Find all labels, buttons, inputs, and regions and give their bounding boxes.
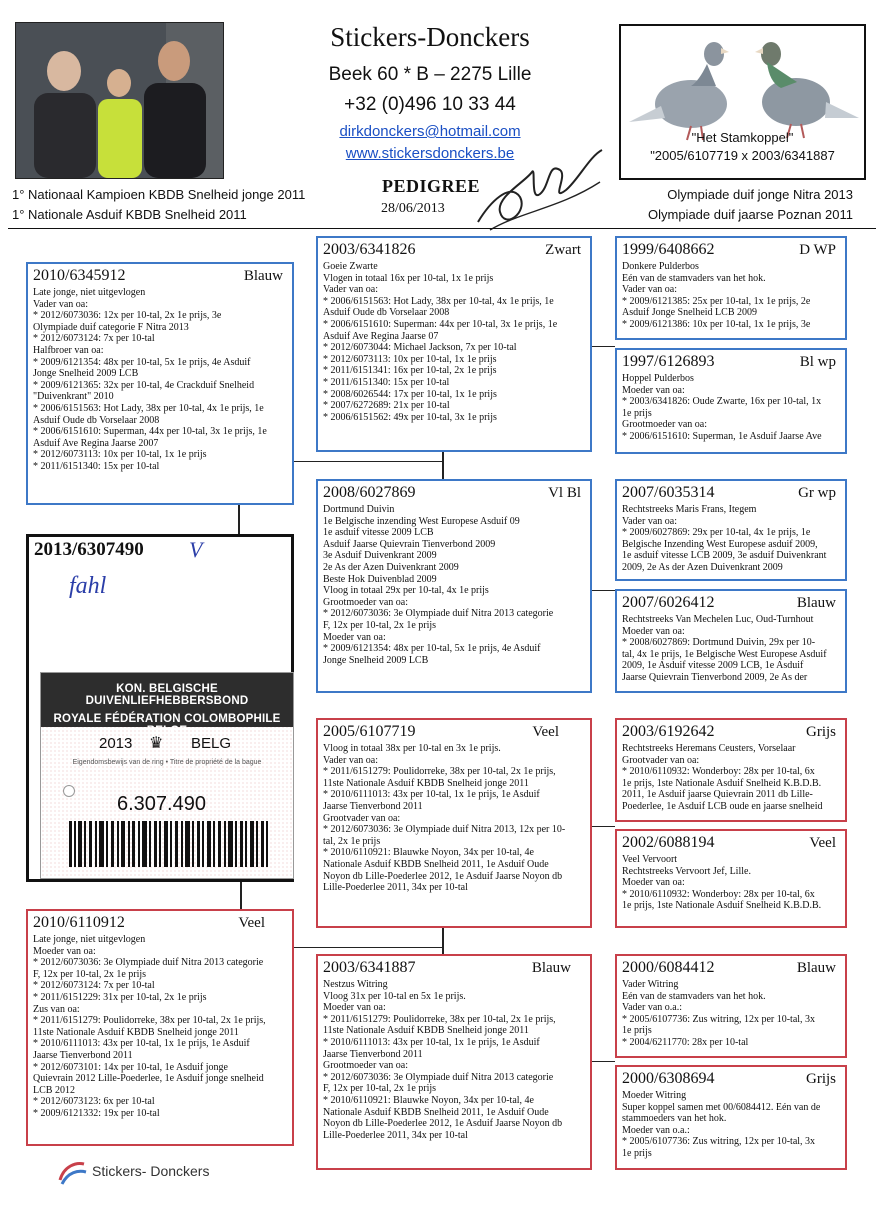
title-right-1: Olympiade duif jonge Nitra 2013 — [667, 187, 853, 202]
ffm-ring: 1997/6126893 — [622, 353, 715, 370]
ff-info-line: * 2006/6151563: Hot Lady, 38x per 10-tal, 4x 1e prijs, 1e — [323, 295, 554, 307]
fmf-info-line: 2009, 2e As der Azen Duivenkrant 2009 — [622, 561, 783, 573]
mother-info-line: * 2011/6151279: Poulidorreke, 38x per 10-tal, 2x 1e prijs, — [33, 1015, 266, 1027]
fm-info-line: Jonge Snelheid 2009 LCB — [323, 654, 429, 666]
fm-info-line: Asduif Jaarse Quievrain Tienverbond 2009 — [323, 538, 496, 550]
mf-info-line: Vader van oa: — [323, 754, 378, 766]
ggf-box-3 — [615, 718, 847, 822]
father-info-line: * 2006/6151610: Superman, 44x per 10-tal, 3x 1e prijs, 1e — [33, 426, 267, 438]
fm-info-line: Beste Hok Duivenblad 2009 — [323, 573, 437, 585]
fmf-info-line: Belgische Inzending West Europese asduif 2009, — [622, 538, 818, 550]
ring-ownership-card — [40, 672, 294, 879]
mm-info-line: Lille-Poederlee 2011, 34x per 10-tal — [323, 1129, 468, 1141]
fmm-info-line: Rechtstreeks Van Mechelen Luc, Oud-Turnhout — [622, 614, 814, 625]
mmf-color: Blauw — [796, 960, 836, 976]
ff-info-line: * 2006/6151610: Superman: 44x per 10-tal, 3x 1e prijs, 1e — [323, 318, 558, 330]
ffm-info-line: 1e prijs — [622, 407, 652, 419]
mm-info-line: * 2010/6110921: Blauwke Noyon, 34x per 10-tal, 4e — [323, 1094, 534, 1106]
stamkoppel-label: "Het Stamkoppel" — [691, 130, 794, 145]
ffm-info-line: Hoppel Pulderbos — [622, 373, 694, 384]
mother-info-line: * 2010/6111013: 43x per 10-tal, 1x 1e prijs, 1e Asduif — [33, 1038, 250, 1050]
fmm-info-line: Moeder van oa: — [622, 625, 685, 637]
ff-info-line: * 2006/6151562: 49x per 10-tal, 3x 1e prijs — [323, 411, 497, 423]
father-info-line: Asduif Ave Regina Jaarse 2007 — [33, 437, 159, 449]
mother-info-line: Moeder van oa: — [33, 945, 96, 957]
subject-check-mark: V — [189, 537, 203, 562]
ffm-info-line: Grootmoeder van oa: — [622, 419, 707, 431]
website-link[interactable]: www.stickersdonckers.be — [345, 145, 515, 162]
ff-info-line: Asduif Ave Regina Jaarse 07 — [323, 330, 439, 342]
mff-info-line: Rechtstreeks Heremans Ceusters, Vorselaar — [622, 743, 796, 754]
footer-brand: Stickers- Donckers — [92, 1163, 210, 1179]
mmf-ring: 2000/6084412 — [622, 959, 715, 976]
mm-info-line: Grootmoeder van oa: — [323, 1060, 408, 1072]
grandmother-paternal-box — [316, 479, 592, 693]
mff-info-line: Grootvader van oa: — [622, 754, 700, 766]
father-info-line: * 2012/6073113: 10x per 10-tal, 1x 1e prijs — [33, 449, 207, 461]
father-info-line: * 2012/6073124: 7x per 10-tal — [33, 333, 155, 345]
ff-info-line: * 2012/6073044: Michael Jackson, 7x per 10-tal — [323, 342, 517, 354]
connector-line — [591, 826, 615, 827]
fmf-info-line: Vader van oa: — [622, 515, 677, 527]
mf-info-line: * 2010/6111013: 43x per 10-tal, 1x 1e prijs, 1e Asduif — [323, 789, 540, 801]
mf-info-line: Grootvader van oa: — [323, 812, 401, 824]
ggf-box-4 — [615, 954, 847, 1058]
mmm-ring: 2000/6308694 — [622, 1070, 715, 1087]
mm-info-line: Nestzus Witring — [323, 979, 388, 990]
title-left-1: 1° Nationaal Kampioen KBDB Snelheid jonge 2011 — [12, 187, 306, 202]
mother-info-line: * 2012/6073036: 3e Olympiade duif Nitra 2013 categorie — [33, 957, 264, 969]
father-box — [26, 262, 294, 505]
mfm-ring: 2002/6088194 — [622, 834, 715, 851]
company-name: Stickers-Donckers — [330, 22, 530, 52]
mfm-info-line: Moeder van oa: — [622, 877, 685, 889]
ff-info-line: * 2011/6151340: 15x per 10-tal — [323, 376, 450, 388]
company-phone: +32 (0)496 10 33 44 — [344, 94, 516, 115]
fff-color: D WP — [799, 242, 836, 258]
fmm-info-line: 2009, 1e Asduif vitesse 2009 LCB, 1e Asduif — [622, 660, 804, 672]
ffm-info-line: Moeder van oa: — [622, 384, 685, 396]
mmf-info-line: * 2004/6211770: 28x per 10-tal — [622, 1036, 749, 1048]
fm-info-line: 2e As der Azen Duivenkrant 2009 — [323, 561, 459, 573]
ff-info-line: Vader van oa: — [323, 284, 378, 296]
fff-ring: 1999/6408662 — [622, 241, 715, 258]
company-address: Beek 60 * B – 2275 Lille — [328, 64, 532, 85]
mm-info-line: Moeder van oa: — [323, 1002, 386, 1014]
ff-ring: 2003/6341826 — [323, 241, 416, 258]
ring-card-number: 6.307.490 — [117, 793, 206, 815]
fm-info-line: Grootmoeder van oa: — [323, 596, 408, 608]
mfm-color: Veel — [809, 835, 836, 851]
ff-info-line: Goeie Zwarte — [323, 261, 378, 272]
mff-info-line: * 2010/6110932: Wonderboy: 28x per 10-tal, 6x — [622, 766, 815, 778]
fff-info-line: * 2009/6121385: 25x per 10-tal, 1x 1e prijs, 2e — [622, 295, 811, 307]
header-divider — [8, 228, 876, 229]
mmm-info-line: Moeder van o.a.: — [622, 1124, 690, 1136]
mother-info-line: * 2009/6121332: 19x per 10-tal — [33, 1107, 160, 1119]
mother-info-line: Quievrain 2012 Lille-Poederlee, 1e Asduif jonge snelheid — [33, 1073, 264, 1085]
mm-info-line: 11ste Nationale Asduif KBDB Snelheid jonge 2011 — [323, 1025, 529, 1037]
connector-line — [240, 881, 242, 909]
mm-info-line: * 2010/6111013: 43x per 10-tal, 1x 1e prijs, 1e Asduif — [323, 1036, 540, 1048]
mm-ring: 2003/6341887 — [323, 959, 416, 976]
connector-line — [293, 461, 443, 462]
mmm-color: Grijs — [806, 1071, 836, 1087]
mmf-info-line: Vader Witring — [622, 979, 679, 990]
mmm-info-line: Moeder Witring — [622, 1090, 687, 1101]
mother-info-line: * 2012/6073123: 6x per 10-tal — [33, 1096, 155, 1108]
father-info-line: * 2009/6121354: 48x per 10-tal, 5x 1e prijs, 4e Asduif — [33, 356, 251, 368]
mm-info-line: Vloog 31x per 10-tal en 5x 1e prijs. — [323, 990, 466, 1002]
family-photo — [15, 22, 224, 179]
ggm-box-4 — [615, 1065, 847, 1170]
ggm-box-3 — [615, 829, 847, 928]
mother-box — [26, 909, 294, 1146]
ggm-box-2 — [615, 589, 847, 693]
father-info-line: * 2011/6151340: 15x per 10-tal — [33, 460, 160, 472]
mfm-info-line: Veel Vervoort — [622, 854, 678, 865]
mother-info-line: Zus van oa: — [33, 1003, 80, 1015]
fmf-info-line: * 2009/6027869: 29x per 10-tal, 4x 1e prijs, 1e — [622, 527, 811, 539]
fm-info-line: Dortmund Duivin — [323, 504, 395, 515]
mff-ring: 2003/6192642 — [622, 723, 715, 740]
mother-info-line: * 2011/6151229: 31x per 10-tal, 2x 1e prijs — [33, 991, 207, 1003]
mff-info-line: 2011, 1e Asduif jaarse Quievrain 2011 db Lille- — [622, 789, 813, 801]
ffm-info-line: * 2003/6341826: Oude Zwarte, 16x per 10-tal, 1x — [622, 396, 822, 408]
ggf-box-2 — [615, 479, 847, 581]
mother-info-line: LCB 2012 — [33, 1084, 75, 1096]
mother-info-line: Late jonge, niet uitgevlogen — [33, 934, 146, 945]
ff-info-line: * 2012/6073113: 10x per 10-tal, 1x 1e prijs — [323, 353, 497, 365]
fm-info-line: * 2012/6073036: 3e Olympiade duif Nitra 2013 categorie — [323, 608, 554, 620]
mf-info-line: Vloog in totaal 38x per 10-tal en 3x 1e prijs. — [323, 743, 501, 754]
fmm-info-line: Jaarse Quievrain Tienverbond 2009, 2e As der — [622, 671, 808, 683]
fmf-info-line: Rechtstreeks Maris Frans, Itegem — [622, 504, 757, 515]
mm-info-line: Noyon db Lille-Poederlee 2012, 1e Asduif Jaarse Noyon db — [323, 1118, 563, 1130]
fmm-info-line: tal, 4x 1e prijs, 1e Belgische West Europese Asduif — [622, 648, 827, 660]
mf-info-line: Lille-Poederlee 2011, 34x per 10-tal — [323, 882, 468, 894]
father-info-line: Asduif Oude db Vorselaar 2008 — [33, 414, 160, 426]
mm-info-line: Jaarse Tienverbond 2011 — [323, 1048, 423, 1060]
fm-info-line: * 2009/6121354: 48x per 10-tal, 5x 1e prijs, 4e Asduif — [323, 643, 541, 655]
pedigree-date: 28/06/2013 — [381, 201, 445, 216]
signature-image — [470, 142, 610, 234]
ffm-color: Bl wp — [799, 354, 836, 370]
mm-info-line: F, 12x per 10-tal, 2x 1e prijs — [323, 1083, 437, 1095]
fmf-info-line: 1e asduif vitesse LCB 2009, 3e asduif Duivenkrant — [622, 550, 827, 562]
connector-line — [591, 346, 615, 347]
fmf-color: Gr wp — [798, 485, 836, 501]
fm-info-line: Moeder van oa: — [323, 631, 386, 643]
mm-info-line: * 2011/6151279: Poulidorreke, 38x per 10-tal, 2x 1e prijs, — [323, 1013, 556, 1025]
mmf-info-line: Eén van de stamvaders van het hok. — [622, 990, 766, 1002]
pigeon-right-image — [755, 42, 859, 138]
mfm-info-line: * 2010/6110932: Wonderboy: 28x per 10-tal, 6x — [622, 888, 815, 900]
subject-ring: 2013/6307490 — [34, 539, 144, 560]
mf-info-line: tal, 2x 1e prijs — [323, 835, 381, 847]
stickers-donckers-logo-icon — [56, 1158, 88, 1186]
fff-info-line: Vader van oa: — [622, 284, 677, 296]
mf-color: Veel — [532, 724, 559, 740]
ring-card-year: 2013 — [99, 735, 133, 752]
mother-info-line: * 2012/6073124: 7x per 10-tal — [33, 980, 155, 992]
ring-card-punch-hole — [63, 785, 75, 797]
connector-line — [442, 927, 444, 954]
mff-info-line: 1e prijs, 1ste Nationale Asduif Snelheid K.B.D.B. — [622, 777, 822, 789]
mm-info-line: * 2012/6073036: 3e Olympiade duif Nitra 2013 categorie — [323, 1071, 554, 1083]
father-info-line: Halfbroer van oa: — [33, 344, 104, 356]
father-info-line: * 2006/6151563: Hot Lady, 38x per 10-tal, 4x 1e prijs, 1e — [33, 402, 264, 414]
father-info-line: Vader van oa: — [33, 298, 88, 310]
ring-card-header — [41, 673, 293, 737]
mm-color: Blauw — [531, 960, 571, 976]
fff-info-line: * 2009/6121386: 10x per 10-tal, 1x 1e prijs, 3e — [622, 318, 811, 330]
ff-info-line: * 2008/6026544: 17x per 10-tal, 1x 1e prijs — [323, 388, 497, 400]
ring-card-caption: Eigendomsbewijs van de ring • Titre de propriété de la bague — [72, 759, 262, 766]
father-info-line: * 2012/6073036: 12x per 10-tal, 2x 1e prijs, 3e — [33, 310, 222, 322]
email-link[interactable]: dirkdonckers@hotmail.com — [339, 123, 521, 140]
father-info-line: * 2009/6121365: 32x per 10-tal, 4e Crackduif Snelheid — [33, 379, 255, 391]
title-right-2: Olympiade duif jaarse Poznan 2011 — [648, 207, 853, 222]
mother-ring: 2010/6110912 — [33, 914, 125, 931]
grandmother-maternal-box — [316, 954, 592, 1170]
fm-info-line: Vloog in totaal 29x per 10-tal, 4x 1e prijs — [323, 585, 489, 597]
connector-line — [591, 590, 615, 591]
fm-info-line: 1e asduif vitesse 2009 LCB — [323, 527, 434, 539]
connector-line — [591, 1061, 615, 1062]
father-info-line: Jonge Snelheid 2009 LCB — [33, 368, 139, 380]
fff-info-line: Donkere Pulderbos — [622, 261, 699, 272]
grandfather-maternal-box — [316, 718, 592, 928]
mff-color: Grijs — [806, 724, 836, 740]
fm-info-line: 1e Belgische inzending West Europese Asduif 09 — [323, 515, 520, 527]
ring-card-barcode — [69, 821, 269, 867]
mf-info-line: Noyon db Lille-Poederlee 2012, 1e Asduif Jaarse Noyon db — [323, 870, 563, 882]
subject-color-handwritten: fahl — [69, 573, 107, 599]
stamkoppel-photo — [619, 24, 866, 180]
father-color: Blauw — [243, 268, 283, 284]
fff-info-line: Eén van de stamvaders van het hok. — [622, 272, 766, 284]
fm-info-line: F, 12x per 10-tal, 2x 1e prijs — [323, 619, 437, 631]
mmm-info-line: Super koppel samen met 00/6084412. Eén van de — [622, 1101, 821, 1113]
ff-info-line: * 2007/6272689: 21x per 10-tal — [323, 400, 450, 412]
father-info-line: Olympiade duif categorie F Nitra 2013 — [33, 321, 189, 333]
fm-color: Vl Bl — [548, 485, 581, 501]
ggm-box-1 — [615, 348, 847, 454]
stamkoppel-rings: "2005/6107719 x 2003/6341887 — [650, 148, 835, 163]
crown-icon: ♛ — [149, 733, 164, 752]
mf-ring: 2005/6107719 — [323, 723, 416, 740]
ggf-box-1 — [615, 236, 847, 340]
mmm-info-line: 1e prijs — [622, 1147, 652, 1159]
mmm-info-line: stammoeders van het hok. — [622, 1113, 727, 1125]
mf-info-line: * 2010/6110921: Blauwke Noyon, 34x per 10-tal, 4e — [323, 847, 534, 859]
fmm-info-line: * 2008/6027869: Dortmund Duivin, 29x per 10- — [622, 637, 816, 649]
fmf-ring: 2007/6035314 — [622, 484, 715, 501]
ff-info-line: Asduif Oude db Vorselaar 2008 — [323, 307, 450, 319]
grandfather-paternal-box — [316, 236, 592, 452]
mmf-info-line: Vader van o.a.: — [622, 1002, 682, 1014]
connector-line — [293, 947, 443, 948]
ff-color: Zwart — [545, 242, 581, 258]
ff-info-line: * 2011/6151341: 16x per 10-tal, 2x 1e prijs — [323, 365, 497, 377]
connector-line — [442, 452, 444, 479]
mf-info-line: Jaarse Tienverbond 2011 — [323, 800, 423, 812]
mf-info-line: Nationale Asduif KBDB Snelheid 2011, 1e Asduif Oude — [323, 858, 549, 870]
father-ring: 2010/6345912 — [33, 267, 126, 284]
father-info-line: "Duivenkrant" 2010 — [33, 391, 114, 403]
mother-info-line: F, 12x per 10-tal, 2x 1e prijs — [33, 968, 147, 980]
fm-ring: 2008/6027869 — [323, 484, 416, 501]
mmf-info-line: * 2005/6107736: Zus witring, 12x per 10-tal, 3x — [622, 1013, 816, 1025]
mf-info-line: * 2011/6151279: Poulidorreke, 38x per 10-tal, 2x 1e prijs, — [323, 766, 556, 778]
pedigree-label: PEDIGREE — [382, 176, 481, 196]
ring-card-country: BELG — [191, 735, 232, 752]
mmm-info-line: * 2005/6107736: Zus witring, 12x per 10-tal, 3x — [622, 1136, 816, 1148]
pigeon-left-image — [629, 42, 729, 140]
mother-color: Veel — [238, 915, 265, 931]
father-info-line: Late jonge, niet uitgevlogen — [33, 287, 146, 298]
mother-info-line: * 2012/6073101: 14x per 10-tal, 1e Asduif jonge — [33, 1061, 228, 1073]
mfm-info-line: Rechtstreeks Vervoort Jef, Lille. — [622, 865, 751, 877]
mfm-info-line: 1e prijs, 1ste Nationale Asduif Snelheid K.B.D.B. — [622, 900, 822, 912]
mother-info-line: 11ste Nationale Asduif KBDB Snelheid jonge 2011 — [33, 1026, 239, 1038]
fmm-color: Blauw — [796, 595, 836, 611]
title-left-2: 1° Nationale Asduif KBDB Snelheid 2011 — [12, 207, 247, 222]
mf-info-line: * 2012/6073036: 3e Olympiade duif Nitra 2013, 12x per 10- — [323, 824, 566, 836]
ff-info-line: Vlogen in totaal 16x per 10-tal, 1x 1e prijs — [323, 272, 494, 284]
connector-line — [238, 505, 240, 535]
mm-info-line: Nationale Asduif KBDB Snelheid 2011, 1e Asduif Oude — [323, 1106, 549, 1118]
mf-info-line: 11ste Nationale Asduif KBDB Snelheid jonge 2011 — [323, 777, 529, 789]
ring-card-line1: KON. BELGISCHE DUIVENLIEFHEBBERSBOND — [85, 683, 249, 707]
fm-info-line: 3e Asduif Duivenkrant 2009 — [323, 550, 437, 562]
mother-info-line: Jaarse Tienverbond 2011 — [33, 1049, 133, 1061]
mff-info-line: Poederlee, 1e Asduif LCB oude en jaarse snelheid — [622, 800, 823, 812]
fmm-ring: 2007/6026412 — [622, 594, 715, 611]
fff-info-line: Asduif Jonge Snelheid LCB 2009 — [622, 307, 757, 319]
ffm-info-line: * 2006/6151610: Superman, 1e Asduif Jaarse Ave — [622, 430, 822, 442]
mmf-info-line: 1e prijs — [622, 1025, 652, 1037]
ring-card-line2: ROYALE FÉDÉRATION COLOMBOPHILE BELGE — [53, 713, 281, 737]
